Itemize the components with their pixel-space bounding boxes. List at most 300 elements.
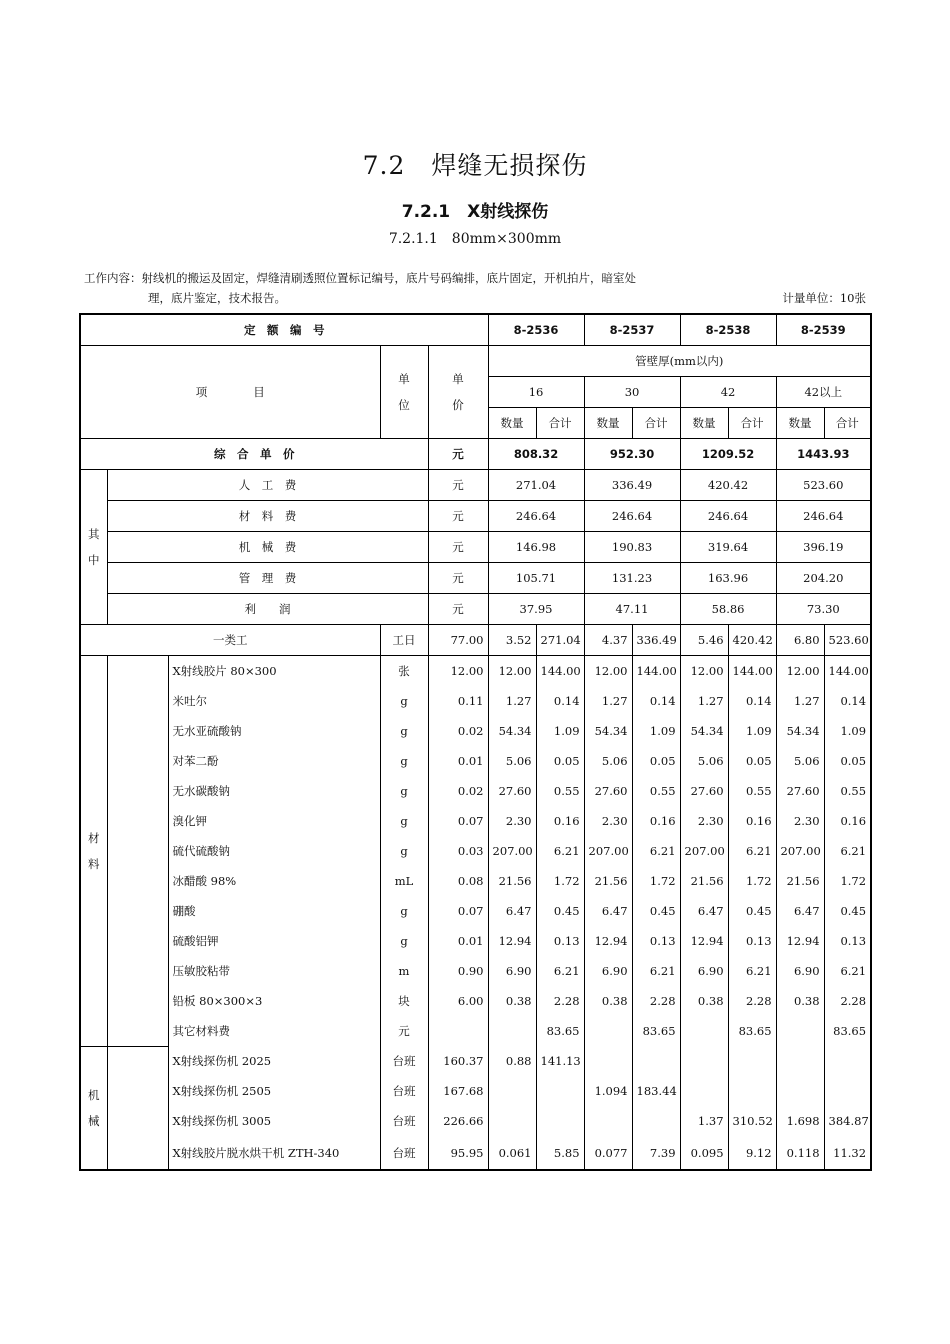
materials-item-cell: 2.30 bbox=[584, 806, 632, 836]
thickness-header: 42以上 bbox=[776, 377, 871, 408]
unit-header-line-2: 位 bbox=[398, 398, 410, 412]
materials-item-name: 铅板 80×300×3 bbox=[168, 986, 380, 1016]
materials-item-name: 压敏胶粘带 bbox=[168, 956, 380, 986]
materials-item-unit: g bbox=[380, 806, 428, 836]
machinery-item-price: 160.37 bbox=[428, 1046, 488, 1076]
thickness-header: 42 bbox=[680, 377, 776, 408]
machinery-item-cell: 183.44 bbox=[632, 1076, 680, 1106]
materials-item-cell: 2.30 bbox=[776, 806, 824, 836]
cost-item-value: 246.64 bbox=[584, 501, 680, 532]
materials-item-cell: 12.94 bbox=[776, 926, 824, 956]
materials-item-price: 0.07 bbox=[428, 896, 488, 926]
machinery-row bbox=[80, 1106, 871, 1136]
material-row bbox=[80, 986, 871, 1016]
quota-code: 8-2539 bbox=[776, 314, 871, 346]
materials-item-cell: 54.34 bbox=[584, 716, 632, 746]
cost-item-value: 47.11 bbox=[584, 594, 680, 625]
materials-item-cell: 0.55 bbox=[632, 776, 680, 806]
cost-item-unit: 元 bbox=[428, 501, 488, 532]
materials-item-cell: 1.72 bbox=[536, 866, 584, 896]
materials-sub-blank bbox=[107, 656, 168, 1047]
materials-item-name: 无水碳酸钠 bbox=[168, 776, 380, 806]
materials-item-cell: 5.06 bbox=[488, 746, 536, 776]
materials-item-price: 0.03 bbox=[428, 836, 488, 866]
machinery-item-name: X射线探伤机 2505 bbox=[168, 1076, 380, 1106]
thickness-header: 16 bbox=[488, 377, 584, 408]
machinery-item-cell bbox=[632, 1106, 680, 1136]
quota-table bbox=[79, 313, 872, 1171]
quota-code: 8-2536 bbox=[488, 314, 584, 346]
cost-item-name: 管 理 费 bbox=[107, 563, 428, 594]
machinery-item-cell: 1.37 bbox=[680, 1106, 728, 1136]
cost-item-value: 131.23 bbox=[584, 563, 680, 594]
cost-item-value: 319.64 bbox=[680, 532, 776, 563]
materials-item-cell: 6.21 bbox=[536, 956, 584, 986]
machinery-item-cell: 141.13 bbox=[536, 1046, 584, 1076]
cost-item-value: 336.49 bbox=[584, 470, 680, 501]
materials-item-cell: 0.38 bbox=[776, 986, 824, 1016]
material-row bbox=[80, 686, 871, 716]
labor-row bbox=[80, 625, 871, 656]
materials-item-cell: 0.14 bbox=[536, 686, 584, 716]
price-header-line-1: 单 bbox=[452, 372, 464, 386]
materials-item-cell: 6.90 bbox=[488, 956, 536, 986]
materials-group-label bbox=[80, 656, 107, 1047]
materials-item-cell: 2.28 bbox=[536, 986, 584, 1016]
materials-item-cell: 21.56 bbox=[488, 866, 536, 896]
item-header: 项 目 bbox=[80, 346, 380, 439]
materials-item-name: 对苯二酚 bbox=[168, 746, 380, 776]
materials-item-cell: 6.21 bbox=[632, 836, 680, 866]
materials-item-cell: 12.00 bbox=[584, 656, 632, 687]
material-row bbox=[80, 746, 871, 776]
materials-item-unit: 块 bbox=[380, 986, 428, 1016]
materials-item-cell: 5.06 bbox=[584, 746, 632, 776]
materials-item-price: 0.01 bbox=[428, 926, 488, 956]
materials-item-cell: 6.21 bbox=[632, 956, 680, 986]
materials-item-cell bbox=[680, 1016, 728, 1046]
machinery-item-cell bbox=[680, 1076, 728, 1106]
materials-item-cell: 0.55 bbox=[824, 776, 871, 806]
work-content-line-1: 工作内容：射线机的搬运及固定，焊缝清刷透照位置标记编号，底片号码编排，底片固定，开机拍片，暗室处 bbox=[84, 271, 636, 285]
materials-item-cell: 207.00 bbox=[776, 836, 824, 866]
materials-item-cell: 6.21 bbox=[824, 836, 871, 866]
cost-item-name: 利 润 bbox=[107, 594, 428, 625]
material-row bbox=[80, 716, 871, 746]
materials-item-cell: 6.47 bbox=[680, 896, 728, 926]
materials-item-cell: 54.34 bbox=[488, 716, 536, 746]
materials-item-name: 硫代硫酸钠 bbox=[168, 836, 380, 866]
materials-item-cell: 207.00 bbox=[680, 836, 728, 866]
materials-item-cell: 21.56 bbox=[776, 866, 824, 896]
sum-header: 合计 bbox=[536, 408, 584, 439]
cost-breakdown-row bbox=[80, 563, 871, 594]
materials-item-cell bbox=[776, 1016, 824, 1046]
materials-item-cell: 12.94 bbox=[584, 926, 632, 956]
material-row bbox=[80, 806, 871, 836]
machinery-item-cell: 5.85 bbox=[536, 1136, 584, 1170]
machinery-item-cell bbox=[776, 1046, 824, 1076]
materials-item-cell: 1.09 bbox=[536, 716, 584, 746]
materials-item-name: 溴化钾 bbox=[168, 806, 380, 836]
machinery-item-cell: 0.118 bbox=[776, 1136, 824, 1170]
materials-item-price bbox=[428, 1016, 488, 1046]
labor-cell: 4.37 bbox=[584, 625, 632, 656]
materials-item-price: 12.00 bbox=[428, 656, 488, 687]
machinery-item-cell: 1.094 bbox=[584, 1076, 632, 1106]
machinery-item-cell: 11.32 bbox=[824, 1136, 871, 1170]
materials-label-line-2: 料 bbox=[88, 856, 100, 871]
materials-item-cell: 0.45 bbox=[728, 896, 776, 926]
labor-cell: 336.49 bbox=[632, 625, 680, 656]
materials-item-unit: g bbox=[380, 716, 428, 746]
materials-item-cell: 12.94 bbox=[488, 926, 536, 956]
machinery-item-cell: 0.88 bbox=[488, 1046, 536, 1076]
machinery-item-unit: 台班 bbox=[380, 1046, 428, 1076]
composite-price-value: 1443.93 bbox=[776, 439, 871, 470]
composite-price-label: 综 合 单 价 bbox=[80, 439, 428, 470]
cost-breakdown-row bbox=[80, 594, 871, 625]
price-header-line-2: 价 bbox=[452, 398, 464, 412]
material-row bbox=[80, 836, 871, 866]
machinery-item-name: X射线胶片脱水烘干机 ZTH-340 bbox=[168, 1136, 380, 1170]
materials-item-cell: 83.65 bbox=[728, 1016, 776, 1046]
machinery-item-cell: 9.12 bbox=[728, 1136, 776, 1170]
materials-item-cell: 0.45 bbox=[536, 896, 584, 926]
machinery-item-price: 167.68 bbox=[428, 1076, 488, 1106]
material-row bbox=[80, 896, 871, 926]
machinery-group-label bbox=[80, 1046, 107, 1170]
materials-item-cell: 5.06 bbox=[680, 746, 728, 776]
qty-header: 数量 bbox=[776, 408, 824, 439]
materials-item-price: 0.02 bbox=[428, 776, 488, 806]
machinery-row bbox=[80, 1136, 871, 1170]
materials-item-cell: 0.05 bbox=[632, 746, 680, 776]
materials-item-cell: 0.38 bbox=[680, 986, 728, 1016]
unit-header-line-1: 单 bbox=[398, 372, 410, 386]
materials-item-unit: g bbox=[380, 686, 428, 716]
material-row bbox=[80, 1016, 871, 1046]
materials-item-cell: 12.00 bbox=[488, 656, 536, 687]
materials-item-unit: g bbox=[380, 746, 428, 776]
materials-item-cell: 6.21 bbox=[728, 956, 776, 986]
materials-item-cell: 144.00 bbox=[728, 656, 776, 687]
machinery-item-cell: 7.39 bbox=[632, 1136, 680, 1170]
labor-name: 一类工 bbox=[80, 625, 380, 656]
cost-item-value: 146.98 bbox=[488, 532, 584, 563]
machinery-item-cell bbox=[536, 1076, 584, 1106]
material-row bbox=[80, 656, 871, 687]
materials-item-cell: 2.28 bbox=[632, 986, 680, 1016]
materials-item-cell: 21.56 bbox=[584, 866, 632, 896]
materials-item-cell: 1.72 bbox=[824, 866, 871, 896]
materials-item-cell: 27.60 bbox=[680, 776, 728, 806]
materials-item-cell: 6.90 bbox=[776, 956, 824, 986]
materials-item-cell: 2.28 bbox=[728, 986, 776, 1016]
materials-item-cell: 12.94 bbox=[680, 926, 728, 956]
thickness-header: 30 bbox=[584, 377, 680, 408]
materials-item-cell: 0.55 bbox=[728, 776, 776, 806]
quota-code: 8-2537 bbox=[584, 314, 680, 346]
material-row bbox=[80, 926, 871, 956]
materials-item-cell: 27.60 bbox=[584, 776, 632, 806]
materials-item-price: 0.90 bbox=[428, 956, 488, 986]
materials-item-cell: 6.21 bbox=[536, 836, 584, 866]
machinery-item-price: 95.95 bbox=[428, 1136, 488, 1170]
materials-item-cell: 6.90 bbox=[680, 956, 728, 986]
machinery-item-cell: 310.52 bbox=[728, 1106, 776, 1136]
materials-item-cell: 27.60 bbox=[776, 776, 824, 806]
materials-item-cell: 0.14 bbox=[728, 686, 776, 716]
material-row bbox=[80, 776, 871, 806]
subsection-title: 7.2.1 X射线探伤 bbox=[401, 202, 549, 222]
machinery-item-cell: 1.698 bbox=[776, 1106, 824, 1136]
cost-item-value: 190.83 bbox=[584, 532, 680, 563]
cost-item-value: 246.64 bbox=[488, 501, 584, 532]
sum-header: 合计 bbox=[632, 408, 680, 439]
materials-label-line-1: 材 bbox=[88, 830, 100, 845]
materials-item-cell: 0.05 bbox=[824, 746, 871, 776]
materials-item-name: 无水亚硫酸钠 bbox=[168, 716, 380, 746]
cost-item-value: 37.95 bbox=[488, 594, 584, 625]
materials-item-cell: 1.09 bbox=[632, 716, 680, 746]
materials-item-cell: 0.13 bbox=[824, 926, 871, 956]
machinery-item-cell bbox=[632, 1046, 680, 1076]
cost-breakdown-row bbox=[80, 470, 871, 501]
cost-item-value: 420.42 bbox=[680, 470, 776, 501]
cost-item-value: 58.86 bbox=[680, 594, 776, 625]
materials-item-cell: 5.06 bbox=[776, 746, 824, 776]
quota-number-label: 定 额 编 号 bbox=[80, 314, 488, 346]
materials-item-unit: 张 bbox=[380, 656, 428, 687]
sum-header: 合计 bbox=[728, 408, 776, 439]
materials-item-cell: 0.13 bbox=[632, 926, 680, 956]
machinery-row bbox=[80, 1076, 871, 1106]
composite-price-value: 952.30 bbox=[584, 439, 680, 470]
machinery-item-cell bbox=[680, 1046, 728, 1076]
machinery-item-cell: 0.095 bbox=[680, 1136, 728, 1170]
materials-item-cell: 207.00 bbox=[488, 836, 536, 866]
labor-cell: 3.52 bbox=[488, 625, 536, 656]
cost-item-name: 材 料 费 bbox=[107, 501, 428, 532]
machinery-item-cell: 0.061 bbox=[488, 1136, 536, 1170]
materials-item-cell: 2.30 bbox=[680, 806, 728, 836]
machinery-item-cell: 384.87 bbox=[824, 1106, 871, 1136]
machinery-item-unit: 台班 bbox=[380, 1076, 428, 1106]
materials-item-cell: 1.72 bbox=[632, 866, 680, 896]
materials-item-cell: 0.16 bbox=[536, 806, 584, 836]
materials-item-cell: 54.34 bbox=[680, 716, 728, 746]
among-label-line-1: 其 bbox=[88, 527, 100, 541]
among-group-label bbox=[80, 470, 107, 625]
materials-item-cell: 6.47 bbox=[584, 896, 632, 926]
machinery-item-unit: 台班 bbox=[380, 1136, 428, 1170]
materials-item-name: 硼酸 bbox=[168, 896, 380, 926]
machinery-item-unit: 台班 bbox=[380, 1106, 428, 1136]
labor-cell: 271.04 bbox=[536, 625, 584, 656]
materials-item-cell: 144.00 bbox=[632, 656, 680, 687]
machinery-sub-blank bbox=[107, 1046, 168, 1170]
measurement-unit-note: 计量单位：10张 bbox=[782, 291, 866, 305]
machinery-row bbox=[80, 1046, 871, 1076]
machinery-label-line-2: 械 bbox=[88, 1113, 100, 1128]
materials-item-cell: 0.13 bbox=[536, 926, 584, 956]
materials-item-cell: 1.09 bbox=[824, 716, 871, 746]
materials-item-cell bbox=[488, 1016, 536, 1046]
materials-item-name: 冰醋酸 98% bbox=[168, 866, 380, 896]
materials-item-cell: 6.47 bbox=[776, 896, 824, 926]
machinery-item-cell: 0.077 bbox=[584, 1136, 632, 1170]
materials-item-cell: 83.65 bbox=[536, 1016, 584, 1046]
materials-item-cell: 0.55 bbox=[536, 776, 584, 806]
cost-item-value: 246.64 bbox=[776, 501, 871, 532]
materials-item-cell: 2.30 bbox=[488, 806, 536, 836]
materials-item-cell: 0.38 bbox=[584, 986, 632, 1016]
materials-item-cell: 207.00 bbox=[584, 836, 632, 866]
materials-item-unit: g bbox=[380, 896, 428, 926]
materials-item-cell: 6.90 bbox=[584, 956, 632, 986]
machinery-item-cell bbox=[584, 1106, 632, 1136]
materials-item-name: X射线胶片 80×300 bbox=[168, 656, 380, 687]
materials-item-cell: 0.16 bbox=[632, 806, 680, 836]
materials-item-unit: m bbox=[380, 956, 428, 986]
cost-item-unit: 元 bbox=[428, 563, 488, 594]
materials-item-cell: 144.00 bbox=[536, 656, 584, 687]
materials-item-name: 米吐尔 bbox=[168, 686, 380, 716]
materials-item-cell: 83.65 bbox=[824, 1016, 871, 1046]
qty-header: 数量 bbox=[680, 408, 728, 439]
materials-item-cell: 0.05 bbox=[536, 746, 584, 776]
materials-item-cell: 0.14 bbox=[632, 686, 680, 716]
machinery-item-cell bbox=[824, 1076, 871, 1106]
materials-item-cell: 1.27 bbox=[680, 686, 728, 716]
work-content-line-2: 理，底片鉴定，技术报告。 bbox=[148, 291, 286, 305]
materials-item-unit: g bbox=[380, 776, 428, 806]
materials-item-cell: 6.21 bbox=[728, 836, 776, 866]
cost-item-value: 523.60 bbox=[776, 470, 871, 501]
materials-item-cell: 0.05 bbox=[728, 746, 776, 776]
materials-item-cell: 27.60 bbox=[488, 776, 536, 806]
materials-item-unit: mL bbox=[380, 866, 428, 896]
materials-item-cell: 0.14 bbox=[824, 686, 871, 716]
machinery-item-cell bbox=[488, 1076, 536, 1106]
material-row bbox=[80, 866, 871, 896]
materials-item-cell: 1.27 bbox=[488, 686, 536, 716]
materials-item-cell: 54.34 bbox=[776, 716, 824, 746]
machinery-item-cell bbox=[824, 1046, 871, 1076]
section-title: 7.2 焊缝无损探伤 bbox=[362, 151, 588, 180]
cost-item-unit: 元 bbox=[428, 470, 488, 501]
materials-item-cell bbox=[584, 1016, 632, 1046]
materials-item-price: 0.01 bbox=[428, 746, 488, 776]
composite-price-unit: 元 bbox=[428, 439, 488, 470]
materials-item-cell: 1.09 bbox=[728, 716, 776, 746]
materials-item-cell: 0.38 bbox=[488, 986, 536, 1016]
machinery-item-cell bbox=[536, 1106, 584, 1136]
machinery-item-name: X射线探伤机 2025 bbox=[168, 1046, 380, 1076]
materials-item-cell: 6.21 bbox=[824, 956, 871, 986]
materials-item-cell: 83.65 bbox=[632, 1016, 680, 1046]
materials-item-price: 0.07 bbox=[428, 806, 488, 836]
materials-item-cell: 0.13 bbox=[728, 926, 776, 956]
composite-price-value: 1209.52 bbox=[680, 439, 776, 470]
labor-cell: 523.60 bbox=[824, 625, 871, 656]
materials-item-unit: g bbox=[380, 836, 428, 866]
labor-price: 77.00 bbox=[428, 625, 488, 656]
materials-item-price: 0.02 bbox=[428, 716, 488, 746]
materials-item-cell: 21.56 bbox=[680, 866, 728, 896]
materials-item-name: 其它材料费 bbox=[168, 1016, 380, 1046]
wall-thickness-header: 管壁厚(mm以内) bbox=[488, 346, 871, 377]
machinery-item-cell bbox=[728, 1076, 776, 1106]
materials-item-cell: 12.00 bbox=[776, 656, 824, 687]
materials-item-cell: 6.47 bbox=[488, 896, 536, 926]
materials-item-price: 0.08 bbox=[428, 866, 488, 896]
cost-item-value: 204.20 bbox=[776, 563, 871, 594]
materials-item-name: 硫酸铝钾 bbox=[168, 926, 380, 956]
qty-header: 数量 bbox=[584, 408, 632, 439]
sum-header: 合计 bbox=[824, 408, 871, 439]
machinery-item-cell bbox=[584, 1046, 632, 1076]
composite-price-value: 808.32 bbox=[488, 439, 584, 470]
cost-item-unit: 元 bbox=[428, 532, 488, 563]
materials-item-unit: 元 bbox=[380, 1016, 428, 1046]
subsubsection-title: 7.2.1.1 80mm×300mm bbox=[388, 231, 562, 247]
machinery-label-line-1: 机 bbox=[88, 1087, 100, 1102]
materials-item-cell: 0.16 bbox=[728, 806, 776, 836]
cost-item-value: 105.71 bbox=[488, 563, 584, 594]
materials-item-cell: 1.72 bbox=[728, 866, 776, 896]
materials-item-cell: 1.27 bbox=[584, 686, 632, 716]
cost-item-value: 73.30 bbox=[776, 594, 871, 625]
machinery-item-cell bbox=[728, 1046, 776, 1076]
cost-breakdown-row bbox=[80, 501, 871, 532]
machinery-item-name: X射线探伤机 3005 bbox=[168, 1106, 380, 1136]
machinery-item-cell bbox=[776, 1076, 824, 1106]
materials-item-unit: g bbox=[380, 926, 428, 956]
materials-item-cell: 144.00 bbox=[824, 656, 871, 687]
qty-header: 数量 bbox=[488, 408, 536, 439]
materials-item-cell: 0.45 bbox=[824, 896, 871, 926]
materials-item-cell: 2.28 bbox=[824, 986, 871, 1016]
cost-item-name: 人 工 费 bbox=[107, 470, 428, 501]
cost-item-value: 396.19 bbox=[776, 532, 871, 563]
among-label-line-2: 中 bbox=[88, 553, 100, 567]
machinery-item-price: 226.66 bbox=[428, 1106, 488, 1136]
cost-item-value: 163.96 bbox=[680, 563, 776, 594]
labor-cell: 6.80 bbox=[776, 625, 824, 656]
machinery-item-cell bbox=[488, 1106, 536, 1136]
unit-header bbox=[380, 346, 428, 439]
materials-item-cell: 12.00 bbox=[680, 656, 728, 687]
cost-item-value: 246.64 bbox=[680, 501, 776, 532]
material-row bbox=[80, 956, 871, 986]
quota-code: 8-2538 bbox=[680, 314, 776, 346]
price-header bbox=[428, 346, 488, 439]
cost-item-value: 271.04 bbox=[488, 470, 584, 501]
materials-item-price: 6.00 bbox=[428, 986, 488, 1016]
materials-item-cell: 1.27 bbox=[776, 686, 824, 716]
materials-item-cell: 0.45 bbox=[632, 896, 680, 926]
cost-item-unit: 元 bbox=[428, 594, 488, 625]
materials-item-price: 0.11 bbox=[428, 686, 488, 716]
labor-cell: 420.42 bbox=[728, 625, 776, 656]
materials-item-cell: 0.16 bbox=[824, 806, 871, 836]
labor-cell: 5.46 bbox=[680, 625, 728, 656]
cost-breakdown-row bbox=[80, 532, 871, 563]
labor-unit: 工日 bbox=[380, 625, 428, 656]
cost-item-name: 机 械 费 bbox=[107, 532, 428, 563]
